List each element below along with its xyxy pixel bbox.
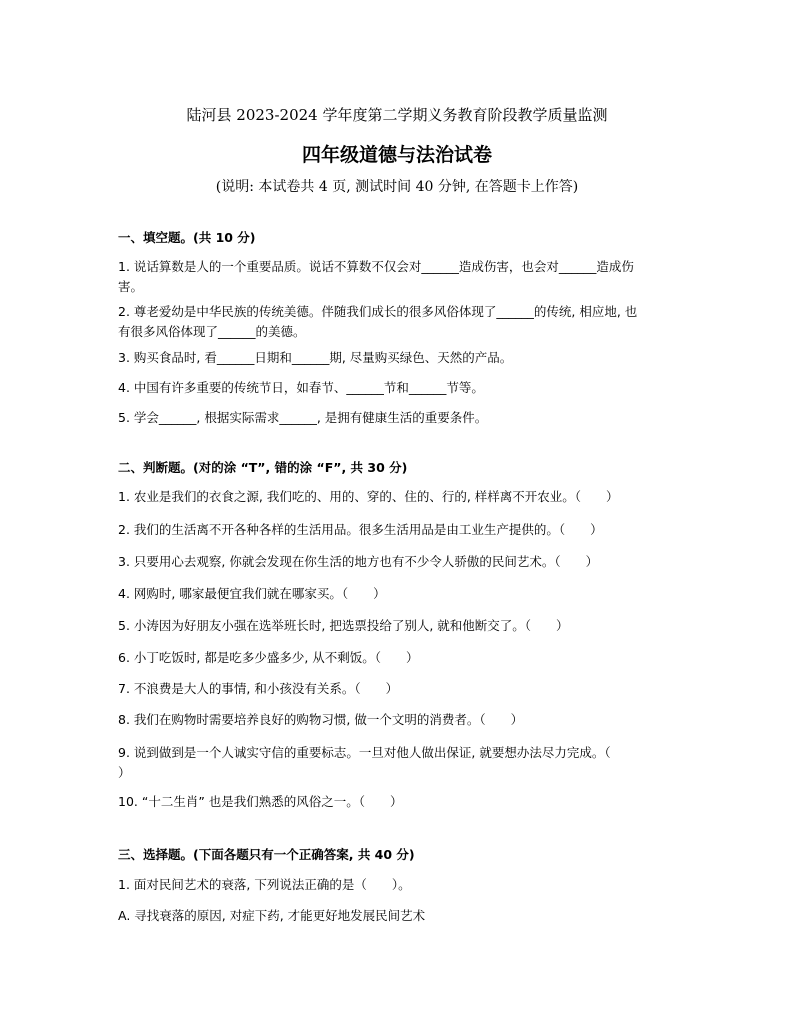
fill-blank-question-5 (118, 408, 678, 428)
question-line: 害。 (118, 279, 144, 294)
question-line: 2. 尊老爱幼是中华民族的传统美德。伴随我们成长的很多风俗体现了______的传统, 相应地, 也 (118, 304, 638, 319)
true-false-question-7 (118, 679, 678, 699)
section-heading-true-false: 二、判断题。(对的涂 “T”, 错的涂 “F”, 共 30 分) (118, 460, 408, 475)
true-false-question-6 (118, 648, 678, 668)
question-line: 3. 只要用心去观察, 你就会发现在你生活的地方也有不少令人骄傲的民间艺术。（ ） (118, 554, 599, 569)
question-line: 7. 不浪费是大人的事情, 和小孩没有关系。（ ） (118, 681, 399, 696)
true-false-question-8 (118, 710, 678, 730)
question-line: 有很多风俗体现了______的美德。 (118, 324, 306, 339)
true-false-question-4 (118, 584, 678, 604)
question-line: 1. 说话算数是人的一个重要品质。说话不算数不仅会对______造成伤害，也会对______造成伤 (118, 259, 634, 274)
choice-option-a (118, 906, 678, 926)
section-heading-multiple-choice: 三、选择题。(下面各题只有一个正确答案, 共 40 分) (118, 847, 415, 862)
true-false-question-3 (118, 552, 678, 572)
option-line: A. 寻找衰落的原因, 对症下药, 才能更好地发展民间艺术 (118, 908, 426, 923)
choice-question-1 (118, 875, 678, 895)
section-heading-fill-blank: 一、填空题。(共 10 分) (118, 230, 256, 245)
question-line: 1. 农业是我们的衣食之源, 我们吃的、用的、穿的、住的、行的, 样样离不开农业。（ ） (118, 489, 619, 504)
question-line: 4. 中国有许多重要的传统节日，如春节、______节和______节等。 (118, 380, 484, 395)
question-line: 5. 小涛因为好朋友小强在选举班长时, 把选票投给了别人, 就和他断交了。（ ） (118, 618, 569, 633)
true-false-question-5 (118, 616, 678, 636)
fill-blank-question-1 (118, 257, 678, 297)
question-line: 10. “十二生肖” 也是我们熟悉的风俗之一。（ ） (118, 794, 403, 809)
true-false-question-10 (118, 792, 678, 812)
question-line: 3. 购买食品时, 看______日期和______期, 尽量购买绿色、天然的产品。 (118, 350, 513, 365)
question-line: 6. 小丁吃饭时, 都是吃多少盛多少, 从不剩饭。（ ） (118, 650, 419, 665)
question-line: 8. 我们在购物时需要培养良好的购物习惯, 做一个文明的消费者。（ ） (118, 712, 524, 727)
exam-title: 四年级道德与法治试卷 (301, 144, 492, 166)
true-false-question-2 (118, 520, 678, 540)
question-line: 9. 说到做到是一个人诚实守信的重要标志。一旦对他人做出保证, 就要想办法尽力完成。（ (118, 745, 611, 760)
question-line: 2. 我们的生活离不开各种各样的生活用品。很多生活用品是由工业生产提供的。（ ） (118, 522, 603, 537)
question-line: 5. 学会______, 根据实际需求______, 是拥有健康生活的重要条件。 (118, 410, 488, 425)
question-line: 4. 网购时, 哪家最便宜我们就在哪家买。（ ） (118, 586, 386, 601)
school-line: 陆河县 2023-2024 学年度第二学期义务教育阶段教学质量监测 (186, 106, 608, 124)
exam-instructions: (说明: 本试卷共 4 页, 测试时间 40 分钟, 在答题卡上作答) (215, 179, 579, 195)
fill-blank-question-4 (118, 378, 678, 398)
fill-blank-question-3 (118, 348, 678, 368)
true-false-question-9 (118, 743, 678, 783)
question-line: ） (118, 765, 131, 780)
true-false-question-1 (118, 487, 678, 507)
question-line: 1. 面对民间艺术的衰落, 下列说法正确的是（ ）。 (118, 877, 411, 892)
fill-blank-question-2 (118, 302, 678, 342)
